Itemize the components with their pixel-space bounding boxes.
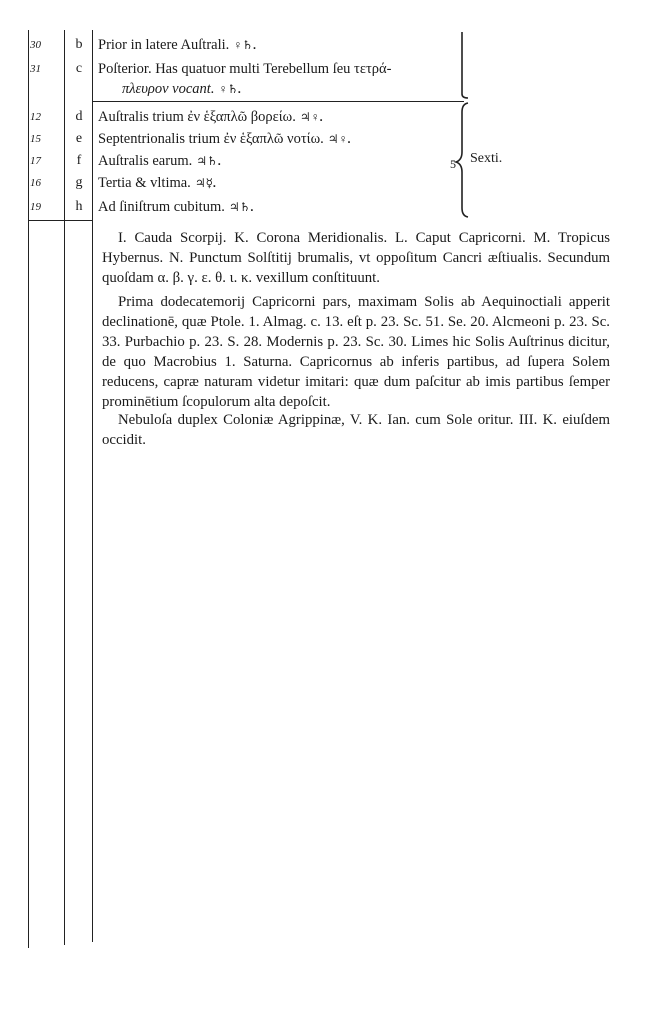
star-description: [98, 106, 323, 128]
group-label: Sexti.: [470, 151, 503, 166]
row-divider: [92, 101, 464, 102]
star-letter: h: [75, 199, 83, 214]
magnitude-value: 30: [30, 39, 41, 51]
paragraph-declination: Prima dodecatemorij Capricorni pars, maximam Solis ab Aequinoctiali apperit declinationē, quæ Ptole. 1. Almag. c. 13. eſt p. 23. Sc. 51. Se. 20. Alcmeoni p. 23. Sc. 33. Purbachio p. 23. S. 28. Modernis p. 23. Sc. 30. Limes hic Solis Auſtrinus dicitur, de quo Macrobius 1. Saturna. Capricornus ab inferis partibus, ad ſupera Solem reducens, capræ naturam videtur imitari: quæ dum paſcitur ab imis partibus ſemper prominētium ſcopulorum alta depoſcit.: [102, 294, 610, 410]
star-description: [98, 196, 253, 218]
magnitude-value: 17: [30, 155, 41, 167]
star-description: [98, 150, 221, 172]
star-description-text: Auſtralis earum.: [98, 153, 193, 169]
star-description-text: Tertia & vltima.: [98, 175, 191, 191]
star-letter: b: [75, 37, 83, 52]
star-letter: g: [75, 175, 83, 190]
group-brace-upper: [458, 30, 478, 100]
magnitude-value: 19: [30, 201, 41, 213]
star-letter: c: [75, 61, 83, 76]
catalog-bottom-rule: [28, 220, 92, 221]
star-description-text: πλευρον vocant.: [122, 81, 215, 97]
catalog-row: [0, 150, 650, 172]
star-description: [98, 128, 351, 150]
star-description-text: Septentrionalis trium ἐν ἑξαπλῶ νοτίω.: [98, 131, 324, 147]
catalog-row: [0, 196, 650, 218]
planet-symbols: ♃♀.: [299, 110, 323, 124]
catalog-row: [0, 106, 650, 128]
planet-symbols: ♀♄.: [218, 82, 242, 96]
star-description: [98, 172, 216, 194]
planet-symbols: ♃♄.: [228, 200, 254, 214]
paragraph-legend: I. Cauda Scorpij. K. Corona Meridionalis. L. Caput Capricorni. M. Tropicus Hybernus. N. Punctum Solſtitij brumalis, vt oppoſitum Cancri æſtiualis. Secundum quoſdam α. β. γ. ε. θ. ι. κ. vexillum conſtituunt.: [102, 230, 610, 286]
magnitude-value: 16: [30, 177, 41, 189]
star-description-text: Auſtralis trium ἐν ἑξαπλῶ βορείω.: [98, 109, 296, 125]
star-letter: f: [76, 153, 82, 168]
planet-symbols: ♃♀.: [327, 132, 351, 146]
magnitude-value: 15: [30, 133, 41, 145]
star-description-text: Ad ſiniſtrum cubitum.: [98, 199, 225, 215]
catalog-row-continuation: [0, 78, 650, 100]
star-letter: d: [75, 109, 83, 124]
magnitude-value: 31: [30, 63, 41, 75]
catalog-row: [0, 172, 650, 194]
planet-symbols: ♀♄.: [233, 38, 257, 52]
star-description-text: Prior in latere Auſtrali.: [98, 37, 230, 53]
star-letter: e: [75, 131, 83, 146]
planet-symbols: ♃☿.: [194, 176, 216, 190]
group-number: 5: [450, 157, 456, 171]
star-description: [98, 58, 395, 80]
catalog-row: [0, 58, 650, 80]
catalog-row: [0, 34, 650, 56]
planet-symbols: ♃♄.: [196, 154, 221, 168]
magnitude-value: 12: [30, 111, 41, 123]
paragraph-nebula: Nebuloſa duplex Coloniæ Agrippinæ, V. K. Ian. cum Sole oritur. III. K. eiuſdem occidit.: [102, 412, 610, 448]
star-description: [98, 34, 256, 56]
star-description: [122, 78, 241, 100]
catalog-row: [0, 128, 650, 150]
star-description-text: Poſterior. Has quatuor multi Terebellum ſeu τετρά-: [98, 61, 392, 77]
